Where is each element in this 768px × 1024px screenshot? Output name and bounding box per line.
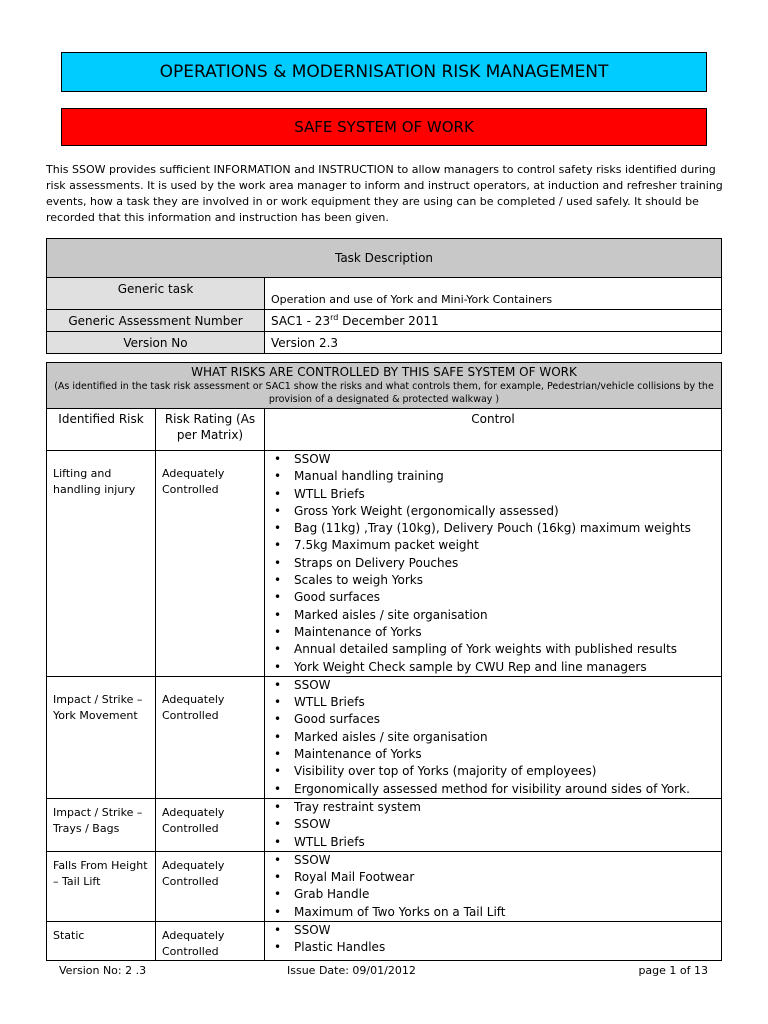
control-list [265, 799, 721, 851]
control-item: • Gross York Weight (ergonomically assessed) [274, 503, 721, 520]
control-cell [265, 451, 722, 677]
header-title: OPERATIONS & MODERNISATION RISK MANAGEMENT [159, 62, 609, 82]
footer-issue-date: Issue Date: 09/01/2012 [287, 964, 416, 977]
control-item: • Good surfaces [274, 589, 721, 606]
control-item: • Bag (11kg) ,Tray (10kg), Delivery Pouch (16kg) maximum weights [274, 520, 721, 537]
control-item: • Maintenance of Yorks [274, 746, 721, 763]
assessment-number-value [265, 310, 722, 332]
risk-row [47, 851, 722, 921]
control-item: • SSOW [274, 677, 721, 694]
footer-version: Version No: 2 .3 [59, 964, 147, 977]
control-item: • York Weight Check sample by CWU Rep and line managers [274, 659, 721, 676]
col-header-risk: Identified Risk [47, 409, 156, 451]
control-item: • Scales to weigh Yorks [274, 572, 721, 589]
control-item: • SSOW [274, 852, 721, 869]
risk-controls-table [46, 362, 722, 961]
control-list [265, 677, 721, 798]
control-item: • Manual handling training [274, 468, 721, 485]
control-item: • 7.5kg Maximum packet weight [274, 537, 721, 554]
control-cell [265, 798, 722, 851]
control-item: • WTLL Briefs [274, 834, 721, 851]
risk-rating: Adequately Controlled [156, 922, 265, 961]
identified-risk: Impact / Strike – York Movement [47, 676, 156, 798]
assessment-number-prefix: SAC1 - 23 [271, 314, 331, 328]
control-item: • WTLL Briefs [274, 694, 721, 711]
generic-task-value: Operation and use of York and Mini-York Containers [265, 278, 722, 310]
risk-table-subtitle: (As identified in the task risk assessment or SAC1 show the risks and what controls them, for example, Pedestrian/vehicle collisions by the provision of a designated & protected walkway ) [54, 381, 714, 405]
identified-risk: Impact / Strike – Trays / Bags [47, 798, 156, 851]
header-subtitle-banner [61, 108, 707, 146]
control-cell [265, 851, 722, 921]
risk-rating: Adequately Controlled [156, 798, 265, 851]
control-item: • Straps on Delivery Pouches [274, 555, 721, 572]
control-list [265, 922, 721, 957]
assessment-number-suffix: December 2011 [338, 314, 439, 328]
risk-table-title: WHAT RISKS ARE CONTROLLED BY THIS SAFE SYSTEM OF WORK [191, 365, 577, 379]
col-header-rating: Risk Rating (As per Matrix) [156, 409, 265, 451]
risk-row [47, 451, 722, 677]
risk-rating: Adequately Controlled [156, 851, 265, 921]
generic-task-label: Generic task [47, 278, 265, 310]
assessment-number-label: Generic Assessment Number [47, 310, 265, 332]
control-item: • Maximum of Two Yorks on a Tail Lift [274, 904, 721, 921]
control-item: • Tray restraint system [274, 799, 721, 816]
assessment-number-sup: rd [330, 313, 339, 322]
control-item: • Grab Handle [274, 886, 721, 903]
header-title-banner [61, 52, 707, 92]
control-list [265, 451, 721, 676]
version-label: Version No [47, 332, 265, 354]
risk-table-header [47, 363, 722, 409]
control-cell [265, 676, 722, 798]
control-item: • Annual detailed sampling of York weights with published results [274, 641, 721, 658]
risk-rating: Adequately Controlled [156, 676, 265, 798]
control-item: • Plastic Handles [274, 939, 721, 956]
control-list [265, 852, 721, 921]
control-item: • SSOW [274, 922, 721, 939]
control-item: • Good surfaces [274, 711, 721, 728]
identified-risk: Lifting and handling injury [47, 451, 156, 677]
identified-risk: Falls From Height – Tail Lift [47, 851, 156, 921]
footer-page-number: page 1 of 13 [638, 964, 708, 977]
control-item: • Marked aisles / site organisation [274, 607, 721, 624]
version-value: Version 2.3 [265, 332, 722, 354]
risk-rating: Adequately Controlled [156, 451, 265, 677]
control-item: • Marked aisles / site organisation [274, 729, 721, 746]
col-header-control: Control [265, 409, 722, 451]
control-item: • Ergonomically assessed method for visibility around sides of York. [274, 781, 721, 798]
control-item: • Maintenance of Yorks [274, 624, 721, 641]
control-item: • Visibility over top of Yorks (majority of employees) [274, 763, 721, 780]
risk-row [47, 922, 722, 961]
header-subtitle: SAFE SYSTEM OF WORK [294, 118, 474, 136]
intro-paragraph: This SSOW provides sufficient INFORMATION and INSTRUCTION to allow managers to control safety risks identified during risk assessments. It is used by the work area manager to inform and instruct operators, at induction and refresher training events, how a task they are involved in or work equipment they are using can be completed / used safely. It should be recorded that this information and instruction has been given. [46, 163, 723, 224]
identified-risk: Static [47, 922, 156, 961]
control-item: • WTLL Briefs [274, 486, 721, 503]
control-item: • Royal Mail Footwear [274, 869, 721, 886]
risk-row [47, 676, 722, 798]
task-description-heading: Task Description [47, 239, 722, 278]
control-cell [265, 922, 722, 961]
control-item: • SSOW [274, 451, 721, 468]
risk-row [47, 798, 722, 851]
task-description-table [46, 238, 722, 354]
control-item: • SSOW [274, 816, 721, 833]
